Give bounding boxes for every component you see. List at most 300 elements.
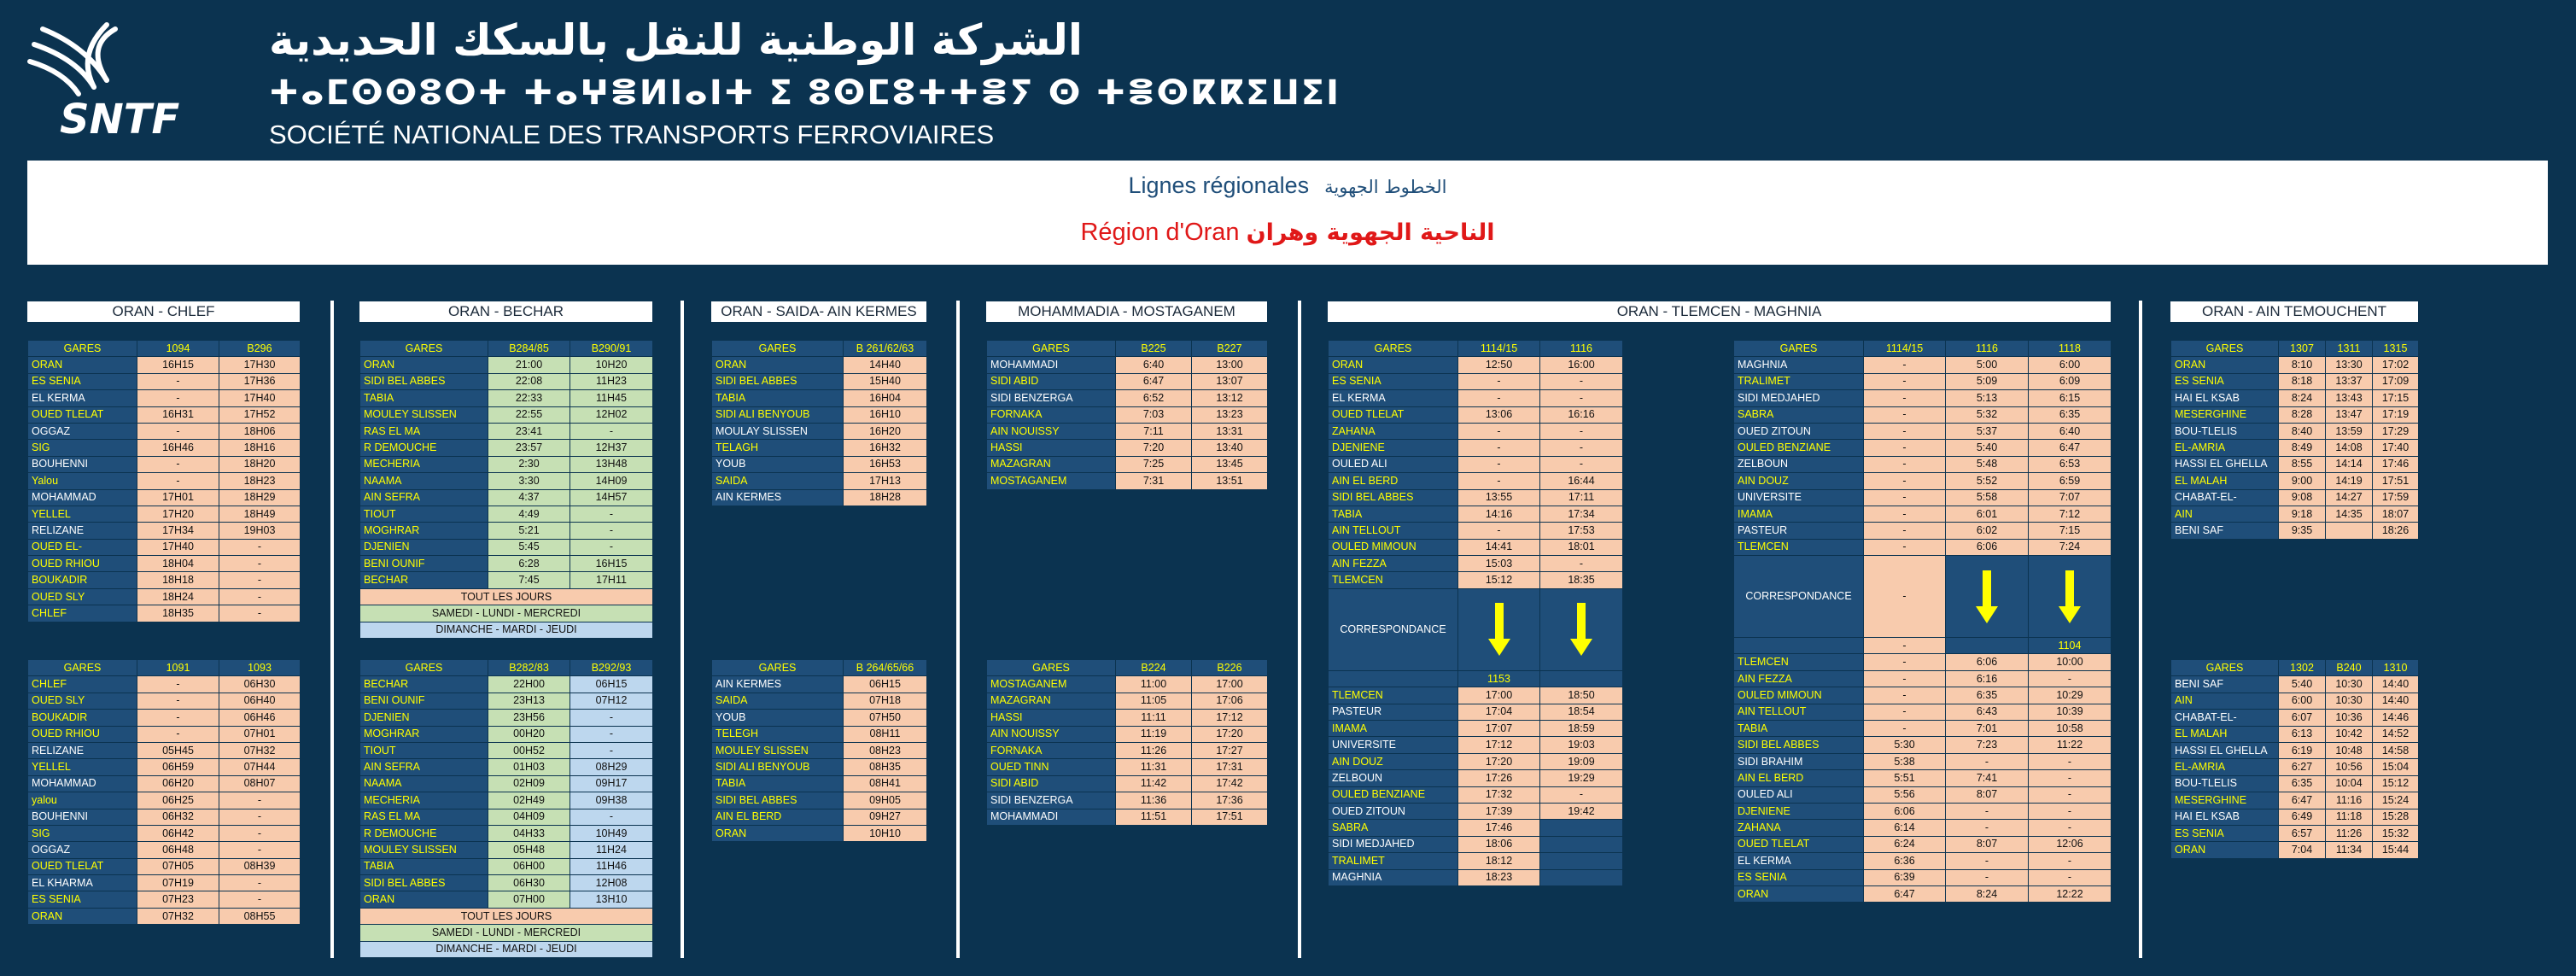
table-row — [712, 759, 927, 775]
departure-time: 17H20 — [137, 506, 219, 522]
column-header: 1094 — [137, 341, 219, 357]
departure-time: - — [570, 423, 653, 439]
departure-time: 5:37 — [1946, 423, 2029, 439]
company-name-tamazight: ⵜⴰⵎⵙⵙⵓⵔⵜ ⵜⴰⵖⴻⵍⵏⴰⵏⵜ ⵉ ⵓⵙⵎⵓⵜⵜⴻⵢ ⵙ ⵜⴻⵙⴽⴽⵉⵡⵉⵏ — [269, 73, 1341, 113]
departure-time: 06H20 — [137, 775, 219, 792]
departure-time: - — [1946, 753, 2029, 769]
departure-time: - — [1864, 721, 1946, 737]
departure-time: 17H13 — [844, 473, 927, 489]
departure-time: 10:58 — [2029, 721, 2112, 737]
column-header: 1114/15 — [1458, 341, 1540, 357]
station-name: AIN — [2171, 506, 2279, 522]
station-name: HASSI EL GHELLA — [2171, 742, 2279, 758]
table-row — [360, 406, 653, 423]
station-name: MOHAMMADI — [987, 357, 1116, 373]
station-name: BENI OUNIF — [360, 556, 488, 572]
table-row — [2171, 440, 2419, 456]
departure-time: 08H41 — [844, 775, 927, 792]
column-header: B284/85 — [488, 341, 570, 357]
departure-time: 14H09 — [570, 473, 653, 489]
station-name: AIN FEZZA — [1329, 556, 1458, 572]
departure-time: - — [2029, 770, 2112, 786]
station-name: OULED BENZIANE — [1329, 786, 1458, 803]
table-row — [2171, 693, 2419, 709]
table-row — [1734, 390, 2112, 406]
station-name: RELIZANE — [28, 523, 137, 539]
table-header — [2171, 341, 2419, 357]
table-row — [360, 693, 653, 709]
table-row — [1329, 390, 1623, 406]
departure-time: 17:59 — [2373, 489, 2419, 506]
departure-time: 6:02 — [1946, 523, 2029, 539]
departure-time: 17:19 — [2373, 406, 2419, 423]
departure-time: - — [1864, 473, 1946, 489]
departure-time: 06H30 — [488, 875, 570, 891]
departure-time: 12:06 — [2029, 836, 2112, 852]
station-name: TABIA — [360, 390, 488, 406]
table-row — [28, 809, 301, 825]
departure-time: 12H08 — [570, 875, 653, 891]
table-row — [360, 489, 653, 506]
table-row — [1329, 836, 1623, 852]
departure-time: 08H23 — [844, 742, 927, 758]
station-name: SIDI BEL ABBES — [712, 792, 844, 809]
departure-time: 10:42 — [2326, 726, 2373, 742]
departure-time: 11H24 — [570, 842, 653, 858]
table-row — [1734, 721, 2112, 737]
station-name: IMAMA — [1734, 506, 1864, 522]
column-header: B282/83 — [488, 660, 570, 676]
station-name: ES SENIA — [28, 891, 137, 908]
table-row — [1734, 786, 2112, 803]
column-header: 1302 — [2279, 660, 2326, 676]
station-name: OUED TLELAT — [1734, 836, 1864, 852]
table-row — [1734, 869, 2112, 885]
departure-time: 17:07 — [1458, 721, 1540, 737]
station-name: OUED SLY — [28, 693, 137, 709]
table-row — [1329, 506, 1623, 522]
departure-time: 13:55 — [1458, 489, 1540, 506]
departure-time: 10H49 — [570, 825, 653, 841]
table-row — [360, 456, 653, 472]
departure-time: 18H35 — [137, 605, 219, 622]
departure-time: - — [1864, 440, 1946, 456]
station-name: TLEMCEN — [1329, 572, 1458, 588]
departure-time: 18:54 — [1540, 704, 1623, 720]
departure-time: 6:13 — [2279, 726, 2326, 742]
departure-time: 11:22 — [2029, 737, 2112, 753]
legend-label: TOUT LES JOURS — [360, 588, 653, 605]
station-name: BOUKADIR — [28, 572, 137, 588]
table-row — [360, 759, 653, 775]
station-name: TELEGH — [712, 726, 844, 742]
departure-time: 06H25 — [137, 792, 219, 809]
table-header — [1734, 341, 2112, 357]
departure-time: 6:53 — [2029, 456, 2112, 472]
station-name: OUED SLY — [28, 588, 137, 605]
line-title-temouchent: ORAN - AIN TEMOUCHENT — [2170, 301, 2418, 322]
table-row — [2171, 809, 2419, 825]
table-row — [1329, 869, 1623, 885]
station-name: ES SENIA — [2171, 373, 2279, 389]
table-row — [2171, 390, 2419, 406]
departure-time — [1540, 836, 1623, 852]
table-row — [360, 726, 653, 742]
station-name: ZELBOUN — [1734, 456, 1864, 472]
table-row — [28, 572, 301, 588]
station-name: CHLEF — [28, 676, 137, 693]
timetable — [2170, 340, 2419, 540]
departure-time: 06H32 — [137, 809, 219, 825]
station-name: OUED RHIOU — [28, 726, 137, 742]
station-name: YELLEL — [28, 506, 137, 522]
column-header: B240 — [2326, 660, 2373, 676]
departure-time: 18:06 — [1458, 836, 1540, 852]
connection-arrow — [2029, 556, 2112, 638]
departure-time: 6:47 — [1116, 373, 1192, 389]
table-row — [2171, 523, 2419, 539]
departure-time — [1540, 853, 1623, 869]
station-name: OUED TLELAT — [1329, 406, 1458, 423]
departure-time: 18H28 — [844, 489, 927, 506]
departure-time: 06H46 — [219, 710, 301, 726]
title-ar: الخطوط الجهوية — [1324, 177, 1447, 197]
column-header: GARES — [28, 341, 137, 357]
departure-time: 6:19 — [2279, 742, 2326, 758]
station-name: MAZAGRAN — [987, 693, 1116, 709]
timetable — [27, 340, 301, 622]
table-row — [28, 875, 301, 891]
station-name: EL KERMA — [1329, 390, 1458, 406]
station-name: ORAN — [28, 357, 137, 373]
column-header: B 261/62/63 — [844, 341, 927, 357]
departure-time: 07H50 — [844, 710, 927, 726]
table-row — [712, 742, 927, 758]
departure-time: - — [219, 809, 301, 825]
departure-time: 22:55 — [488, 406, 570, 423]
departure-time: - — [570, 726, 653, 742]
departure-time: 7:23 — [1946, 737, 2029, 753]
down-arrow-icon — [1976, 570, 1998, 623]
departure-time: 3:30 — [488, 473, 570, 489]
station-name: MESERGHINE — [2171, 406, 2279, 423]
station-name: TABIA — [1734, 721, 1864, 737]
departure-time: 09H17 — [570, 775, 653, 792]
departure-time: 6:06 — [1864, 803, 1946, 819]
departure-time: 23H13 — [488, 693, 570, 709]
station-name: AIN KERMES — [712, 676, 844, 693]
table-row — [360, 842, 653, 858]
table-row — [2171, 506, 2419, 522]
departure-time: - — [1864, 687, 1946, 704]
table-row — [2171, 406, 2419, 423]
table-row — [1734, 654, 2112, 670]
timetable — [711, 659, 927, 842]
departure-time: 17H11 — [570, 572, 653, 588]
station-name: CHABAT-EL- — [2171, 489, 2279, 506]
table-row — [360, 775, 653, 792]
sntf-header — [26, 15, 1341, 149]
station-name: AIN — [2171, 693, 2279, 709]
station-name: NAAMA — [360, 775, 488, 792]
departure-time: 6:16 — [1946, 670, 2029, 687]
station-name: OUED ZITOUN — [1734, 423, 1864, 439]
departure-time: 18H04 — [137, 556, 219, 572]
table-row — [712, 406, 927, 423]
station-name: RELIZANE — [28, 742, 137, 758]
departure-time: - — [1864, 654, 1946, 670]
table-row — [360, 390, 653, 406]
departure-time: 17:09 — [2373, 373, 2419, 389]
line-title-mostaganem: MOHAMMADIA - MOSTAGANEM — [986, 301, 1267, 322]
departure-time: 06H48 — [137, 842, 219, 858]
departure-time: 8:07 — [1946, 836, 2029, 852]
table-row — [712, 792, 927, 809]
departure-time: 06H42 — [137, 825, 219, 841]
station-name: EL KHARMA — [28, 875, 137, 891]
column-header: GARES — [712, 660, 844, 676]
departure-time: 17:36 — [1192, 792, 1268, 809]
departure-time: 15:04 — [2373, 759, 2419, 775]
table-row — [1329, 770, 1623, 786]
departure-time: 06H00 — [488, 858, 570, 874]
departure-time: 13:12 — [1192, 390, 1268, 406]
table-row — [28, 423, 301, 439]
departure-time: - — [1864, 638, 1946, 654]
departure-time: 13:07 — [1192, 373, 1268, 389]
departure-time: 18H23 — [219, 473, 301, 489]
departure-time: 5:45 — [488, 539, 570, 555]
column-header: 1307 — [2279, 341, 2326, 357]
table-row — [987, 373, 1268, 389]
table-row — [987, 390, 1268, 406]
departure-time: 5:13 — [1946, 390, 2029, 406]
table-row — [1734, 687, 2112, 704]
table-row — [712, 456, 927, 472]
departure-time: 7:03 — [1116, 406, 1192, 423]
station-name: BECHAR — [360, 676, 488, 693]
departure-time: - — [219, 556, 301, 572]
station-name: RAS EL MA — [360, 423, 488, 439]
departure-time: 10H20 — [570, 357, 653, 373]
departure-time: - — [1458, 423, 1540, 439]
table-row — [712, 440, 927, 456]
timetable — [2170, 659, 2419, 859]
table-row — [1329, 572, 1623, 588]
departure-time: 13:23 — [1192, 406, 1268, 423]
station-name: SIDI BENZERGA — [987, 390, 1116, 406]
departure-time: 5:52 — [1946, 473, 2029, 489]
station-name: ZAHANA — [1329, 423, 1458, 439]
departure-time: 07H00 — [488, 891, 570, 908]
column-header: B292/93 — [570, 660, 653, 676]
station-name: MAGHNIA — [1734, 357, 1864, 373]
departure-time: - — [219, 572, 301, 588]
region-ar: الناحية الجهوية وهران — [1246, 219, 1495, 246]
table-header — [360, 341, 653, 357]
station-name: OULED ALI — [1734, 786, 1864, 803]
station-name: DJENIENE — [1734, 803, 1864, 819]
timetable — [1328, 340, 1623, 886]
down-arrow-icon — [1488, 603, 1510, 656]
departure-time: 00H20 — [488, 726, 570, 742]
column-header: 1118 — [2029, 341, 2112, 357]
departure-time: 04H33 — [488, 825, 570, 841]
table-header — [987, 341, 1268, 357]
departure-time: 5:40 — [2279, 676, 2326, 693]
station-name: TABIA — [712, 775, 844, 792]
departure-time: 13:59 — [2326, 423, 2373, 439]
legend-row — [360, 622, 653, 638]
departure-time: 12H02 — [570, 406, 653, 423]
station-name: BOUKADIR — [28, 710, 137, 726]
departure-time: 8:40 — [2279, 423, 2326, 439]
table-row — [1734, 506, 2112, 522]
station-name: HASSI EL GHELLA — [2171, 456, 2279, 472]
departure-time: - — [1864, 456, 1946, 472]
departure-time: 08H11 — [844, 726, 927, 742]
station-name: SIDI BEL ABBES — [1329, 489, 1458, 506]
table-row — [360, 742, 653, 758]
departure-time: - — [137, 373, 219, 389]
departure-time: 17:15 — [2373, 390, 2419, 406]
station-name: AIN FEZZA — [1734, 670, 1864, 687]
departure-time: - — [1540, 390, 1623, 406]
departure-time: 07H12 — [570, 693, 653, 709]
station-name: TLEMCEN — [1734, 539, 1864, 555]
departure-time: 07H05 — [137, 858, 219, 874]
departure-time: 18H24 — [137, 588, 219, 605]
table-row — [987, 759, 1268, 775]
legend-row — [360, 588, 653, 605]
company-name-arabic: الشركة الوطنية للنقل بالسكك الحديدية — [269, 15, 1084, 65]
station-name: EL KERMA — [1734, 853, 1864, 869]
column-header: GARES — [360, 660, 488, 676]
departure-time — [1540, 869, 1623, 885]
table-row — [28, 891, 301, 908]
departure-time: 6:59 — [2029, 473, 2112, 489]
departure-time: 06H15 — [844, 676, 927, 693]
station-name: SAIDA — [712, 693, 844, 709]
station-name: MOULEY SLISSEN — [360, 842, 488, 858]
station-name: TRALIMET — [1329, 853, 1458, 869]
departure-time: 15:03 — [1458, 556, 1540, 572]
table-row — [360, 891, 653, 908]
station-name: MOGHRAR — [360, 726, 488, 742]
table-header — [1329, 341, 1623, 357]
departure-time: 22H00 — [488, 676, 570, 693]
column-divider — [2139, 301, 2142, 958]
departure-time: 17:40 — [2373, 440, 2419, 456]
table-row — [712, 726, 927, 742]
departure-time: - — [2029, 803, 2112, 819]
table-row — [1329, 489, 1623, 506]
station-name: ORAN — [2171, 842, 2279, 858]
departure-time: - — [1946, 853, 2029, 869]
legend-label: SAMEDI - LUNDI - MERCREDI — [360, 605, 653, 622]
station-name: MECHERIA — [360, 456, 488, 472]
table-row — [1329, 687, 1623, 704]
departure-time: 13:31 — [1192, 423, 1268, 439]
departure-time: 6:06 — [1946, 654, 2029, 670]
departure-time: 11:16 — [2326, 792, 2373, 809]
departure-time: 15H40 — [844, 373, 927, 389]
table-row — [1734, 836, 2112, 852]
departure-time: 14H40 — [844, 357, 927, 373]
empty-cell — [1946, 638, 2029, 654]
departure-time: 12:22 — [2029, 885, 2112, 902]
departure-time: 6:06 — [1946, 539, 2029, 555]
table-row — [987, 473, 1268, 489]
departure-time: 02H49 — [488, 792, 570, 809]
station-name: OULED MIMOUN — [1734, 687, 1864, 704]
departure-time: 10:30 — [2326, 693, 2373, 709]
departure-time: 8:55 — [2279, 456, 2326, 472]
column-header: GARES — [1734, 341, 1864, 357]
table-row — [360, 523, 653, 539]
table-row — [28, 440, 301, 456]
departure-time: 18:12 — [1458, 853, 1540, 869]
departure-time: 5:38 — [1864, 753, 1946, 769]
departure-time: 01H03 — [488, 759, 570, 775]
table-row — [360, 710, 653, 726]
station-name: SIDI BEL ABBES — [360, 373, 488, 389]
departure-time: 8:10 — [2279, 357, 2326, 373]
station-name: AIN NOUISSY — [987, 726, 1116, 742]
departure-time: 07H32 — [219, 742, 301, 758]
table-row — [28, 456, 301, 472]
departure-time: 08H29 — [570, 759, 653, 775]
departure-time: - — [219, 825, 301, 841]
departure-time: - — [1864, 357, 1946, 373]
departure-time: 12:50 — [1458, 357, 1540, 373]
departure-time: 17:04 — [1458, 704, 1540, 720]
departure-time: - — [1540, 440, 1623, 456]
departure-time: 17:29 — [2373, 423, 2419, 439]
table-row — [712, 710, 927, 726]
departure-time: 17:53 — [1540, 523, 1623, 539]
departure-time: 04H09 — [488, 809, 570, 825]
table-row — [28, 759, 301, 775]
station-name: MOULEY SLISSEN — [360, 406, 488, 423]
station-name: BOUHENNI — [28, 809, 137, 825]
departure-time: - — [1540, 456, 1623, 472]
timetable — [711, 340, 927, 506]
station-name: TABIA — [1329, 506, 1458, 522]
table-row — [28, 726, 301, 742]
departure-time: 13:30 — [2326, 357, 2373, 373]
banner-region — [27, 219, 2548, 247]
departure-time: 10:36 — [2326, 710, 2373, 726]
station-name: ZELBOUN — [1329, 770, 1458, 786]
table-row — [2171, 373, 2419, 389]
departure-time: 5:58 — [1946, 489, 2029, 506]
departure-time: 08H55 — [219, 908, 301, 924]
departure-time: 14:27 — [2326, 489, 2373, 506]
table-row — [28, 357, 301, 373]
table-row — [987, 775, 1268, 792]
departure-time: 17H34 — [137, 523, 219, 539]
departure-time: 5:40 — [1946, 440, 2029, 456]
departure-time: 02H09 — [488, 775, 570, 792]
station-name: MOHAMMAD — [28, 489, 137, 506]
table-row — [987, 809, 1268, 825]
table-row — [1734, 539, 2112, 555]
departure-time: - — [2029, 820, 2112, 836]
departure-time: 5:21 — [488, 523, 570, 539]
departure-time: 13H10 — [570, 891, 653, 908]
table-row — [360, 858, 653, 874]
